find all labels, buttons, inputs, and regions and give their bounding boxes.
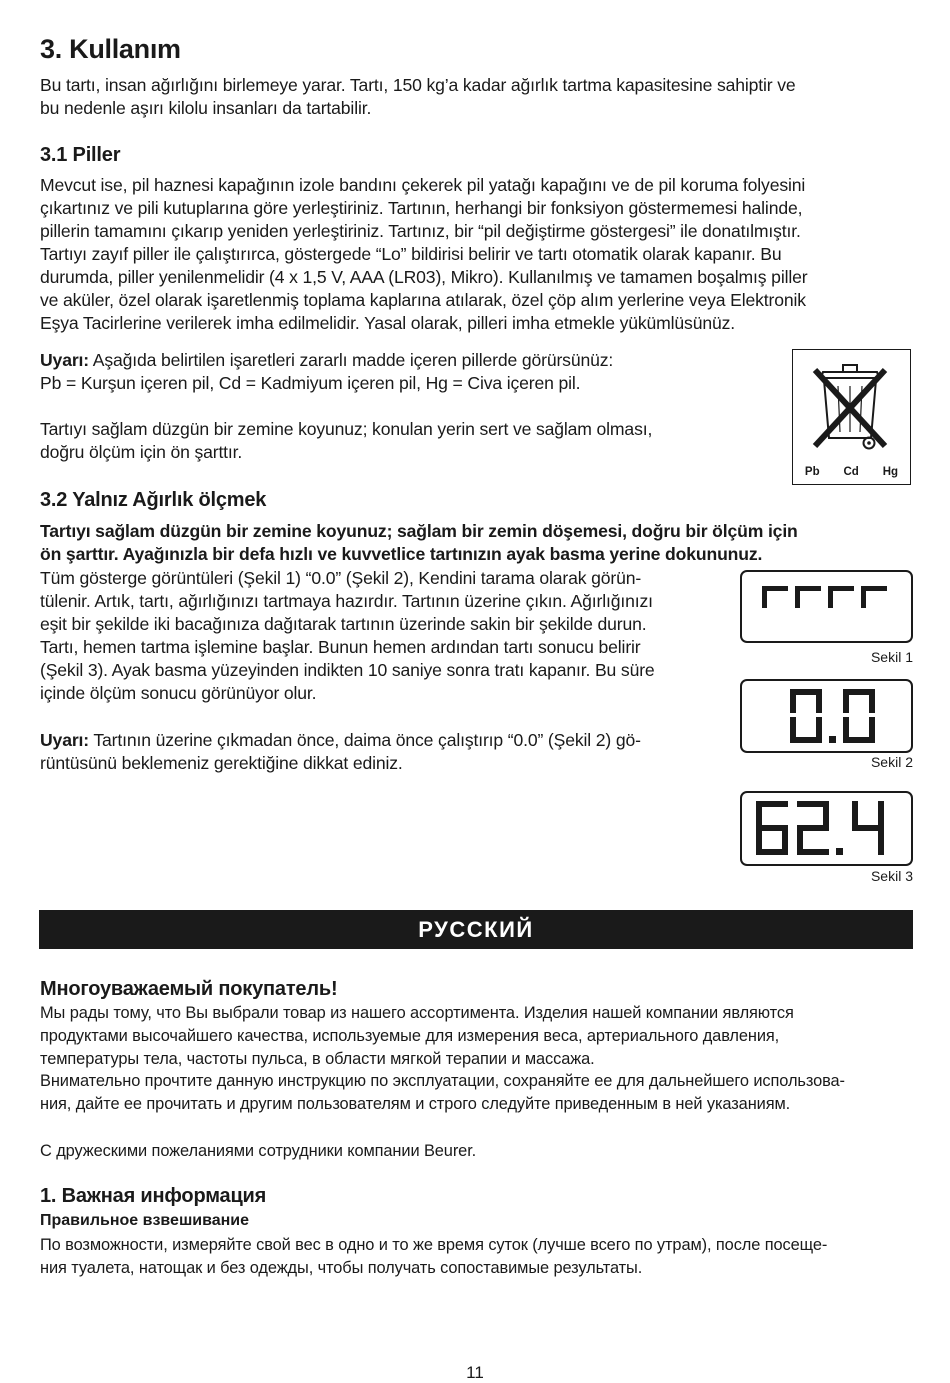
- page-title: 3. Kullanım: [40, 34, 181, 64]
- russian-intro: Мы рады тому, что Вы выбрали товар из нашего ассортимента. Изделия нашей компании являются продуктами высочайшего качества, используемые для измерения веса, артериального давления, температуры тела, частоты пульса, в области мягкой терапии и массажа. Внимательно прочтите данную инструкцию по эксплуатации, сохраняйте ее для дальнейшего использова- ния, дайте ее прочитать и другим пользователям и строго следуйте приведенным в ней указаниям.: [40, 1004, 845, 1114]
- figure-1-label: Sekil 1: [870, 649, 913, 665]
- cd-label: Cd: [843, 466, 859, 478]
- batteries-heading: 3.1 Piller: [40, 144, 121, 166]
- weighing-paragraph: Tüm gösterge görüntüleri (Şekil 1) “0.0” (Şekil 2), Kendini tarama olarak görün- tülenir. Artık, tartı, ağırlığınızı tartmaya hazırdır. Tartının üzerine çıkın. Ağırlığınızı eşit bir şekilde iki bacağınıza dağıtarak tartının üzerinde sakin bir şekilde durun. Tartı, hemen tartma işlemine başlar. Bunun hemen ardından tartı sonucu belirir (Şekil 3). Ayak basma yüzeyinden indikten 10 saniye sonra tratı kapanır. Bu süre içinde ölçüm sonucu görünüyor olur.: [40, 568, 655, 703]
- russian-correct-weighing-text: По возможности, измеряйте свой вес в одно и то же время суток (лучше всего по утрам), после посеще- ния туалета, натощак и без одежды, чтобы получать сопоставимые результаты.: [40, 1236, 828, 1277]
- lcd-display-figure-2: [740, 679, 913, 753]
- pb-label: Pb: [804, 466, 820, 478]
- warning-text: Aşağıda belirtilen işaretleri zararlı madde içeren pillerde görürsünüz: Pb = Kurşun içeren pil, Cd = Kadmiyum içeren pil, Hg = Civa içeren pil.: [40, 350, 614, 393]
- russian-regards: С дружескими пожеланиями сотрудники компании Beurer.: [40, 1142, 477, 1160]
- figure-3-label: Sekil 3: [870, 868, 913, 884]
- intro-paragraph: Bu tartı, insan ağırlığını birlemeye yarar. Tartı, 150 kg’a kadar ağırlık tartma kapasitesine sahiptir ve bu nedenle aşırı kilolu insanları da tartabilir.: [40, 75, 796, 118]
- weighing-bold-paragraph: Tartıyı sağlam düzgün bir zemine koyunuz; sağlam bir zemin döşemesi, doğru bir ölçüm için ön şarttır. Ayağınızla bir defa hızlı ve kuvvetlice tartınızın ayak basma yerine dokununuz.: [40, 521, 798, 564]
- lcd-digits-0-0: [742, 681, 911, 751]
- lcd-digits-62-4: [742, 793, 911, 864]
- russian-correct-weighing-heading: Правильное взвешивание: [40, 1212, 250, 1229]
- page-number: 11: [466, 1363, 484, 1382]
- floor-paragraph: Tartıyı sağlam düzgün bir zemine koyunuz; konulan yerin sert ve sağlam olması, doğru ölçüm için ön şarttır.: [40, 419, 653, 462]
- battery-symbol-labels: [793, 466, 910, 478]
- lcd-display-figure-3: [740, 791, 913, 866]
- figure-2-label: Sekil 2: [870, 754, 913, 770]
- battery-warning: [40, 349, 780, 395]
- russian-greeting: Многоуважаемый покупатель!: [40, 978, 338, 1000]
- warning2-text: Tartının üzerine çıkmadan önce, daima önce çalıştırıp “0.0” (Şekil 2) gö- rüntüsünü beklemeniz gerektiğine dikkat ediniz.: [40, 730, 641, 773]
- warning-label: Uyarı:: [40, 350, 89, 370]
- battery-disposal-symbol: [792, 349, 911, 485]
- russian-section-bar: РУССКИЙ: [39, 910, 913, 949]
- lcd-digits-rrrr: [742, 572, 911, 641]
- crossed-wheelie-bin-icon: [793, 350, 909, 460]
- batteries-paragraph: Mevcut ise, pil haznesi kapağının izole bandını çekerek pil yatağı kapağını ve de pil koruma folyesini çıkartınız ve pili kutuplarına göre yerleştiriniz. Tartının, herhangi bir fonksiyon göstermemesi halinde, pillerin tamamını çıkarıp yeniden yerleştiriniz. Tartınız, bir “pil değiştirme göstergesi” ile donatılmıştır. Tartıyı zayıf piller ile çalıştırırca, göstergede “Lo” bildirisi belirir ve tartı otomatik olarak kapanır. Bu durumda, piller yenilenmelidir (4 x 1,5 V, AAA (LR03), Mikro). Kullanılmış ve tamamen boşalmış piller ve aküler, özel olarak işaretlenmiş toplama kaplarına atılarak, özel çöp alım yerlerine veya Elektronik Eşya Tacirlerine verilerek imha edilmelidir. Yasal olarak, pilleri imha etmekle yükümlüsünüz.: [40, 175, 808, 333]
- warning2-label: Uyarı:: [40, 730, 89, 750]
- lcd-display-figure-1: [740, 570, 913, 643]
- hg-label: Hg: [882, 466, 899, 478]
- russian-important-heading: 1. Важная информация: [40, 1185, 267, 1207]
- weighing-heading: 3.2 Yalnız Ağırlık ölçmek: [40, 489, 267, 511]
- weighing-warning: [40, 729, 740, 775]
